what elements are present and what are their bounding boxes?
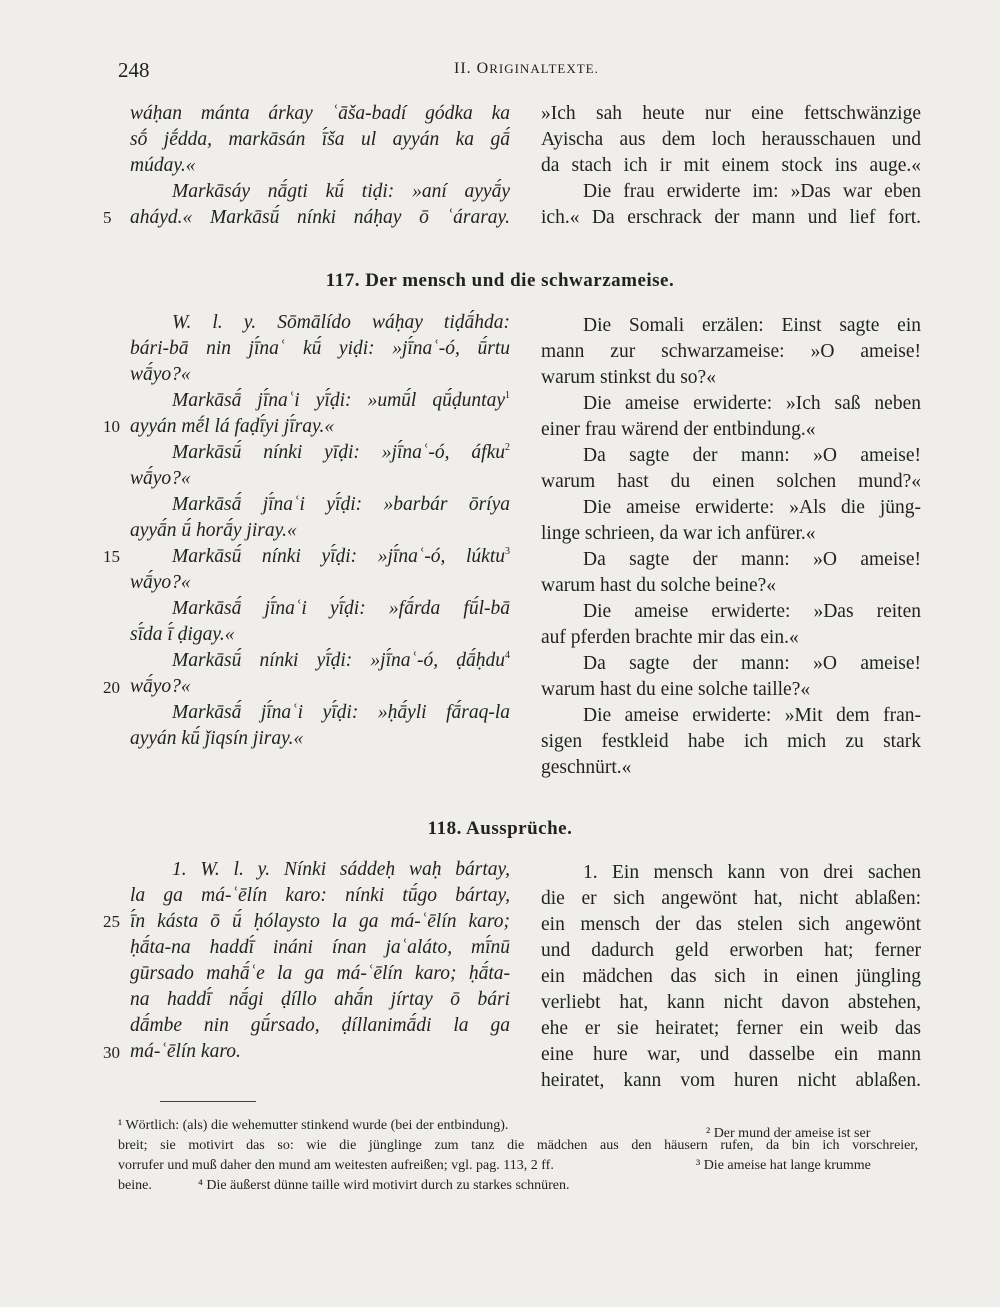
text-line: ehe er sie heiratet; ferner ein weib das	[541, 1018, 921, 1039]
footnote-rule	[160, 1101, 256, 1102]
text-line: wā́yo?«	[130, 676, 191, 697]
text-line: Die ameise erwiderte: »Ich saß neben	[583, 393, 921, 414]
text-line: Markāsáy nā́gti kū́ tiḍi: »aní ayyā́y	[172, 181, 510, 202]
text-line: ī́n kásta ō ū́ ḥólaysto la ga má-ʿēlín karo;	[130, 911, 510, 932]
text-line: Ayischa aus dem loch herausschauen und	[541, 129, 921, 150]
text-line: la ga má-ʿēlín karo: nínki tū́go bártay,	[130, 885, 510, 906]
text-line-content: Markāsū́ nínki yīḍi: »jī́naʿ-ó, áfku	[172, 442, 505, 463]
text-line: warum hast du solche beine?«	[541, 575, 777, 596]
text-line: verliebt hat, kann nicht davon abstehen,	[541, 992, 921, 1013]
text-line: Die ameise erwiderte: »Mit dem fran-	[583, 705, 921, 726]
text-line: linge schrieen, da war ich anfürer.«	[541, 523, 816, 544]
text-line: einer frau wärend der entbindung.«	[541, 419, 816, 440]
text-line: 1. W. l. y. Nínki sáddeḥ waḥ bártay,	[172, 859, 510, 880]
text-line: má-ʿēlín karo.	[130, 1041, 241, 1062]
text-line	[130, 388, 510, 414]
line-number: 30	[103, 1043, 120, 1062]
text-line: da stach ich ir mit einem stock ins auge.«	[541, 155, 921, 176]
footnote: ² Der mund der ameise ist ser	[706, 1126, 871, 1141]
text-line: geschnürt.«	[541, 757, 632, 778]
line-number: 5	[103, 208, 112, 227]
running-title-prefix: II. O	[454, 60, 490, 77]
text-line: sigen festkleid habe ich mich zu stark	[541, 731, 921, 752]
footnote-marker: 2	[505, 442, 510, 453]
text-line: Da sagte der mann: »O ameise!	[583, 445, 921, 466]
text-line: wā́yo?«	[130, 364, 191, 385]
text-line: múday.«	[130, 155, 196, 176]
running-head	[0, 58, 1000, 86]
text-line: auf pferden brachte mir das ein.«	[541, 627, 799, 648]
text-line: heiratet, kann vom huren nicht ablaßen.	[541, 1070, 921, 1091]
text-line: »Ich sah heute nur eine fettschwänzige	[541, 103, 921, 124]
text-line: Die ameise erwiderte: »Das reiten	[583, 601, 921, 622]
text-line: Markāsā́ jī́naʿi yī́ḍi: »barbár ōríya	[172, 494, 510, 515]
text-line: na haddī́ nā́gi ḍíllo ahā́n jírtay ō bári	[130, 989, 510, 1010]
text-line-content: Markāsū́ nínki yī́ḍi: »jī́naʿ-ó, lúktu	[172, 546, 505, 567]
footnote-marker: 1	[505, 390, 510, 401]
text-line	[130, 648, 510, 674]
section-heading-117: 117. Der mensch und die schwarzameise.	[325, 270, 675, 291]
text-line-content: Markāsā́ jī́naʿi yī́ḍi: »umū́l qū́ḍuntay	[172, 390, 505, 411]
text-line-content: Markāsū́ nínki yī́ḍi: »jī́naʿ-ó, ḍā́ḥdu	[172, 650, 505, 671]
text-line: ein mädchen das sich in einen jüngling	[541, 966, 921, 987]
page-number: 248	[118, 58, 150, 82]
text-line: wā́yo?«	[130, 468, 191, 489]
text-line: warum hast du einen solchen mund?«	[541, 471, 921, 492]
footnote: ⁴ Die äußerst dünne taille wird motivirt durch zu starkes schnüren.	[198, 1178, 570, 1193]
line-number: 20	[103, 678, 120, 697]
text-line: Die frau erwiderte im: »Das war eben	[583, 181, 921, 202]
running-title	[454, 60, 599, 78]
text-line: ich.« Da erschrack der mann und lief fort.	[541, 207, 921, 228]
text-line: Markāsā́ jī́naʿi yī́ḍi: »ḥā́yli fā́raq-la	[172, 702, 510, 723]
text-line: Die ameise erwiderte: »Als die jüng-	[583, 497, 921, 518]
text-line: die er sich angewönt hat, nicht ablaßen:	[541, 888, 921, 909]
text-line	[130, 544, 510, 570]
footnote: ³ Die ameise hat lange krumme	[696, 1158, 871, 1173]
footnote: beine.	[118, 1178, 152, 1193]
text-line: warum stinkst du so?«	[541, 367, 716, 388]
text-line: und dadurch geld erworben hat; ferner	[541, 940, 921, 961]
footnote-marker: 4	[505, 650, 510, 661]
line-number: 15	[103, 547, 120, 566]
text-line: ein mensch der das stelen sich angewönt	[541, 914, 921, 935]
footnote: breit; sie motivirt das so: wie die jünglinge zum tanz die mädchen aus den häusern rufen, da bin ich vorschreier,	[118, 1138, 918, 1153]
text-line: sṓ jḗdda, markāsán ī́ša ul ayyán ka gā́	[130, 129, 510, 150]
text-line: W. l. y. Sōmālído wáḥay tiḍā́hda:	[172, 312, 510, 333]
text-line: eine hure war, und dasselbe ein mann	[541, 1044, 921, 1065]
text-line: sī́da ī́ ḍigay.«	[130, 624, 235, 645]
text-line	[130, 440, 510, 466]
text-line: bári-bā nin jī́naʿ kū́ yiḍi: »jī́naʿ-ó, ū́rtu	[130, 338, 510, 359]
text-line: Da sagte der mann: »O ameise!	[583, 653, 921, 674]
footnote-marker: 3	[505, 546, 510, 557]
text-line: Markāsā́ jī́naʿi yī́ḍi: »fā́rda fū́l-bā	[172, 598, 510, 619]
text-line: Die Somali erzälen: Einst sagte ein	[583, 315, 921, 336]
text-line: mann zur schwarzameise: »O ameise!	[541, 341, 921, 362]
text-line: 1. Ein mensch kann von drei sachen	[583, 862, 921, 883]
line-number: 25	[103, 912, 120, 931]
line-number: 10	[103, 417, 120, 436]
text-line: ayyán kū́ ǰiqsín jiray.«	[130, 728, 304, 749]
footnote: ¹ Wörtlich: (als) die wehemutter stinkend wurde (bei der entbindung).	[118, 1118, 509, 1133]
text-line: warum hast du eine solche taille?«	[541, 679, 811, 700]
text-line: gūrsado mahā́ʿe la ga má-ʿēlín karo; ḥā́ta-	[130, 963, 510, 984]
text-line: Da sagte der mann: »O ameise!	[583, 549, 921, 570]
running-title-smallcaps: RIGINALTEXTE.	[489, 61, 599, 76]
text-line: ayyā́n ū́ horā́y jiray.«	[130, 520, 297, 541]
section-heading-118: 118. Aussprüche.	[427, 818, 573, 839]
text-line: dā́mbe nin gū́rsado, ḍíllanimā́di la ga	[130, 1015, 510, 1036]
text-line: wā́yo?«	[130, 572, 191, 593]
footnote: vorrufer und muß daher den mund am weitesten aufreißen; vgl. pag. 113, 2 ff.	[118, 1158, 554, 1173]
text-line: aháyd.« Markāsū́ nínki náḥay ō ʿáraray.	[130, 207, 510, 228]
text-line: wáḥan mánta árkay ʿāša-badí gódka ka	[130, 103, 510, 124]
text-line: ḥā́ta-na haddī́ ináni ínan jaʿaláto, mī́nū	[130, 937, 510, 958]
text-line: ayyán mḗl lá faḍī́yi jī́ray.«	[130, 416, 335, 437]
